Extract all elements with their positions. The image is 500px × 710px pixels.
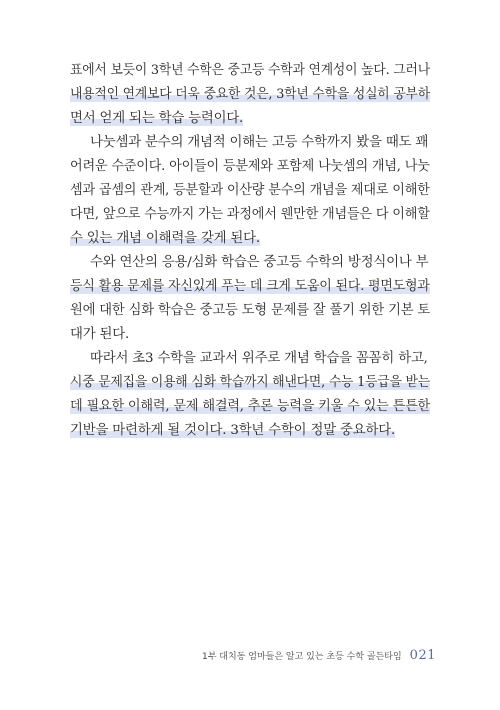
line-3-highlighted-text: 면서 얻게 되는 학습 능력이다. [70, 111, 244, 126]
line-5-text: 어려운 수준이다. 아이들이 등분제와 포함제 나눗셈의 개념, 나눗 [70, 159, 430, 174]
text-line-12 [70, 326, 129, 344]
line-16-highlighted-text: 기반을 마련하게 될 것이다. 3학년 수학이 정말 중요하다. [70, 423, 396, 438]
line-1-text: 표에서 보듯이 3학년 수학은 중고등 수학과 연계성이 높다. 그러나 [70, 63, 430, 78]
line-15-highlighted-text: 데 필요한 이해력, 문제 해결력, 추론 능력을 키울 수 있는 튼튼한 [70, 399, 431, 414]
line-4-text: 나눗셈과 분수의 개념적 이해는 고등 수학까지 봤을 때도 꽤 [90, 135, 429, 150]
text-line-16 [70, 422, 395, 440]
line-8-highlighted-text: 수 있는 개념 이해력을 갖게 된다. [70, 231, 260, 246]
text-line-1 [70, 62, 430, 80]
text-line-7 [70, 206, 430, 224]
text-line-15 [70, 398, 430, 416]
text-line-5 [70, 158, 430, 176]
line-6-text: 셈과 곱셈의 관계, 등분할과 이산량 분수의 개념을 제대로 이해한 [70, 183, 430, 198]
line-10-highlighted-text: 등식 활용 문제를 자신있게 푸는 데 크게 도움이 된다. 평면도형과 [70, 279, 430, 294]
line-7-text: 다면, 앞으로 수능까지 가는 과정에서 웬만한 개념들은 다 이해할 [70, 207, 430, 222]
text-line-6 [70, 182, 430, 200]
text-line-14 [70, 374, 430, 392]
line-2-highlighted-text: 내용적인 연계보다 더욱 중요한 것은, 3학년 수학을 성실히 공부하 [70, 87, 430, 102]
line-13-text: 따라서 초3 수학을 교과서 위주로 개념 학습을 꼼꼼히 하고, [90, 351, 428, 366]
text-line-2 [70, 86, 430, 104]
line-12-text: 대가 된다. [70, 327, 130, 342]
text-line-4 [90, 134, 428, 152]
text-line-3 [70, 110, 243, 128]
text-line-8 [70, 230, 260, 248]
line-14-highlighted-text: 시중 문제집을 이용해 심화 학습까지 해낸다면, 수능 1등급을 받는 [70, 375, 430, 390]
line-11-text: 원에 대한 심화 학습은 중고등 도형 문제를 잘 풀기 위한 기본 토 [70, 303, 431, 318]
text-line-11 [70, 302, 430, 320]
page-footer [202, 648, 436, 663]
text-line-9 [90, 254, 428, 272]
line-9-text: 수와 연산의 응용/심화 학습은 중고등 수학의 방정식이나 부 [90, 255, 429, 270]
text-line-10 [70, 278, 430, 296]
page-number: 021 [409, 648, 436, 663]
text-line-13 [90, 350, 428, 368]
running-title: 1부 대치동 엄마들은 알고 있는 초등 수학 골든타임 [202, 652, 402, 662]
